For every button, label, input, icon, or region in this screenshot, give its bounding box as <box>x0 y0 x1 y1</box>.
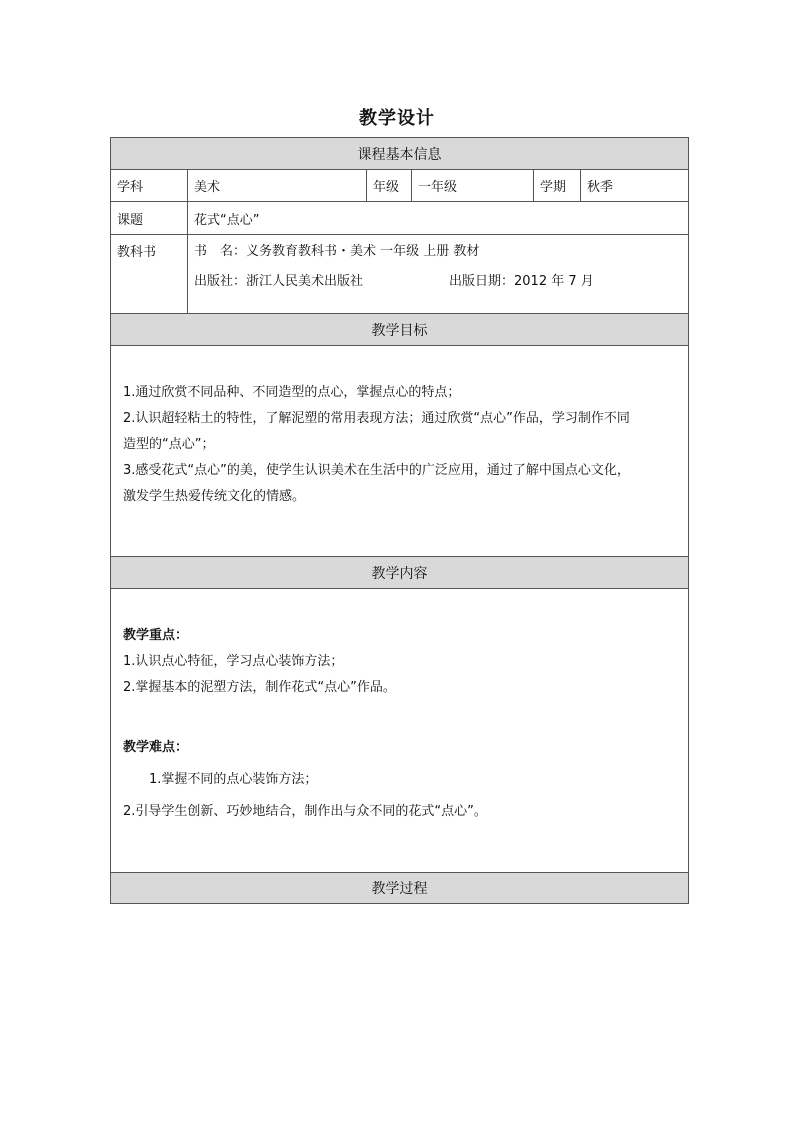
content-row <box>111 589 689 873</box>
goals-header-row <box>111 314 689 346</box>
goal-line: 1.通过欣赏不同品种、不同造型的点心，掌握点心的特点； <box>123 385 461 400</box>
topic-label: 课题 <box>111 202 188 235</box>
content-header-row <box>111 557 689 589</box>
subject-row <box>111 170 689 202</box>
publish-date: 出版日期：2012 年 7 月 <box>449 274 594 289</box>
key-points-title: 教学重点： <box>123 628 189 643</box>
grade-label: 年级 <box>367 170 412 202</box>
page-title: 教学设计 <box>359 108 435 129</box>
textbook-label: 教科书 <box>111 235 188 314</box>
publisher-line <box>194 267 682 297</box>
content-body <box>111 589 689 873</box>
book-name: 书 名：义务教育教科书・美术 一年级 上册 教材 <box>194 244 480 259</box>
subject-label: 学科 <box>111 170 188 202</box>
goal-line: 2.认识超轻粘土的特性，了解泥塑的常用表现方法；通过欣赏“点心”作品，学习制作不同 <box>123 411 630 426</box>
section-header-goals: 教学目标 <box>111 314 689 346</box>
section-header-content: 教学内容 <box>111 557 689 589</box>
lesson-plan-table <box>110 137 689 904</box>
key-point-item: 1.认识点心特征，学习点心装饰方法； <box>123 654 344 669</box>
grade-value: 一年级 <box>412 170 534 202</box>
publisher: 出版社：浙江人民美术出版社 <box>194 274 364 289</box>
basic-info-header-row <box>111 138 689 170</box>
textbook-info <box>188 235 689 314</box>
term-value: 秋季 <box>581 170 689 202</box>
subject-value: 美术 <box>188 170 367 202</box>
term-label: 学期 <box>534 170 581 202</box>
topic-value: 花式“点心” <box>188 202 689 235</box>
goal-line: 激发学生热爱传统文化的情感。 <box>123 489 306 504</box>
goals-content <box>111 346 689 557</box>
process-header-row <box>111 873 689 904</box>
section-header-process: 教学过程 <box>111 873 689 904</box>
topic-row <box>111 202 689 235</box>
key-point-item: 2.掌握基本的泥塑方法，制作花式“点心”作品。 <box>123 680 396 695</box>
goal-line: 3.感受花式“点心”的美，使学生认识美术在生活中的广泛应用，通过了解中国点心文化， <box>123 463 630 478</box>
difficulty-item: 1.掌握不同的点心装饰方法； <box>149 772 318 787</box>
difficulty-item: 2.引导学生创新、巧妙地结合，制作出与众不同的花式“点心”。 <box>123 804 487 819</box>
difficulty-title: 教学难点： <box>123 740 189 755</box>
textbook-row <box>111 235 689 314</box>
goal-line: 造型的“点心”； <box>123 437 215 452</box>
goals-row <box>111 346 689 557</box>
section-header-basic-info: 课程基本信息 <box>111 138 689 170</box>
